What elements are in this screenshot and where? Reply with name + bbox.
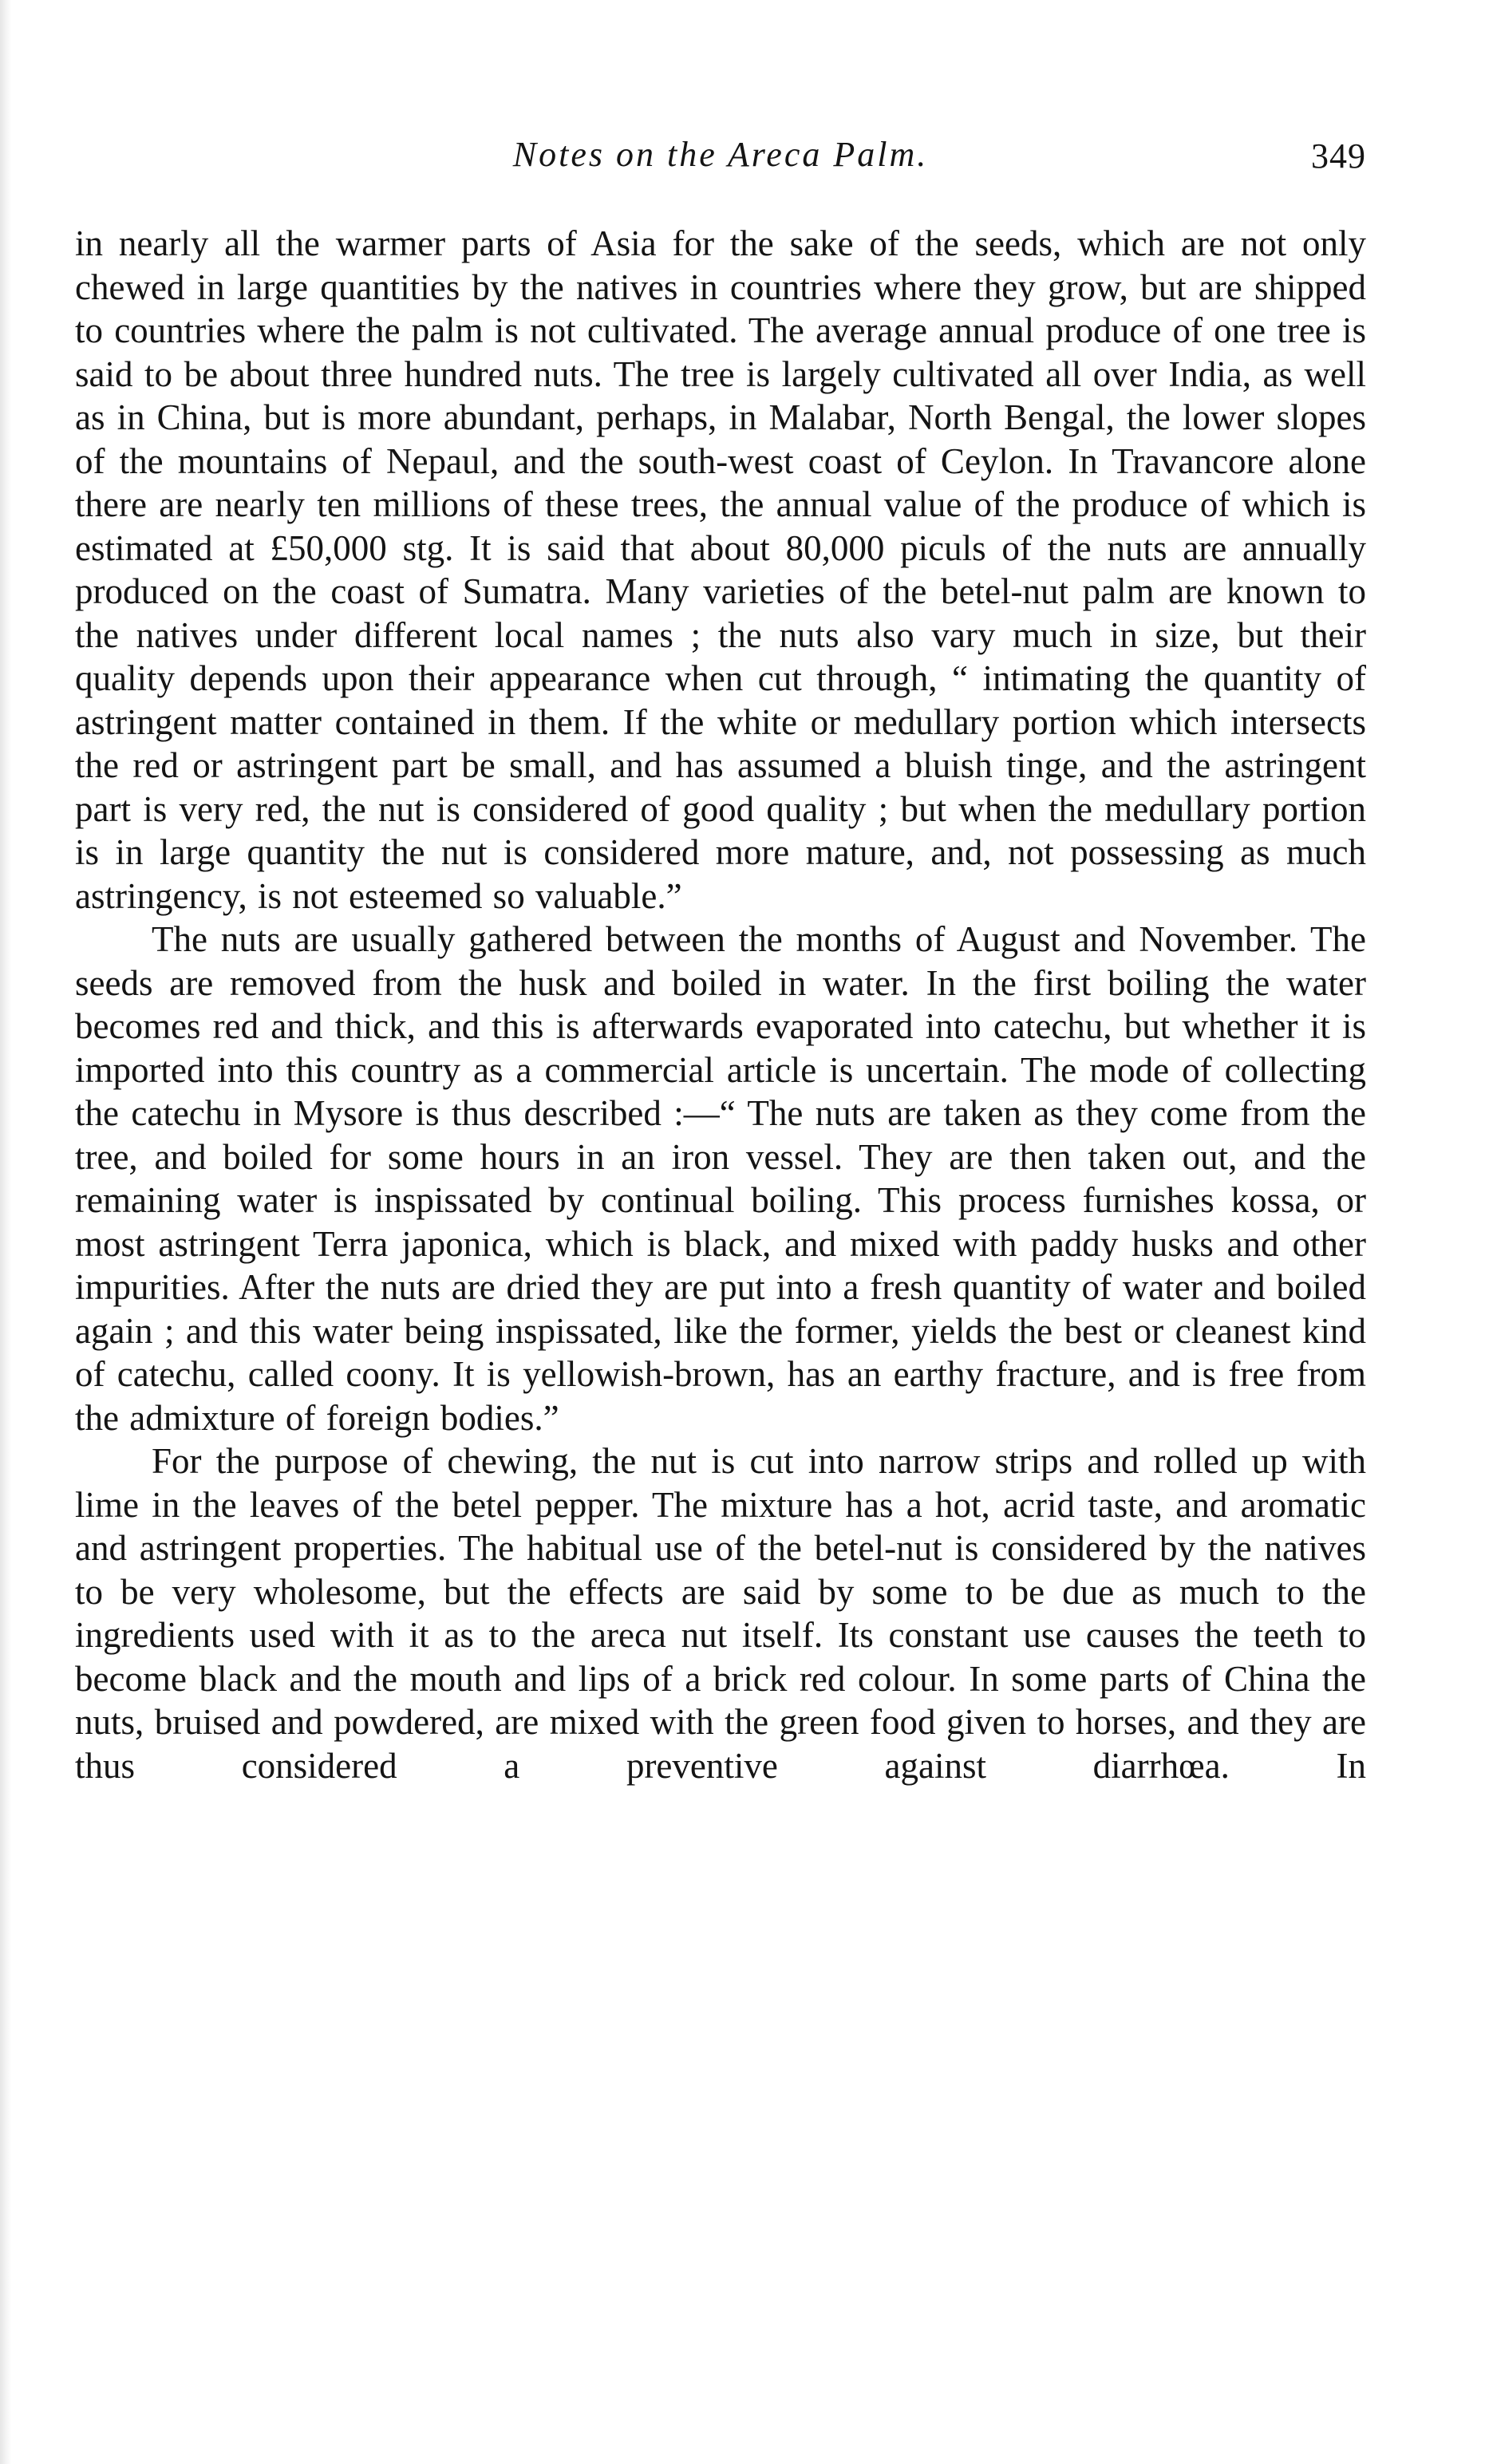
running-title: Notes on the Areca Palm. bbox=[512, 135, 929, 174]
page-spine-edge bbox=[0, 0, 11, 2464]
page-number: 349 bbox=[1311, 136, 1366, 176]
paragraph-3: For the purpose of chewing, the nut is cut into narrow strips and rolled up with lime in the leaves of the betel pepper. The mixture has a hot, acrid taste, and aromatic and astringent properties. The habitual use of the betel-nut is considered by the natives to be very wholesome, but the effects are said by some to be due as much to the ingredients used with it as to the areca nut itself. Its constant use causes the teeth to become black and the mouth and lips of a brick red colour. In some parts of China the nuts, bruised and powdered, are mixed with the green food given to horses, and they are thus considered a preventive against diarrhœa. In bbox=[75, 1441, 1366, 1786]
running-head bbox=[75, 134, 1366, 190]
body-text bbox=[75, 222, 1366, 1787]
paragraph-2: The nuts are usually gathered between the months of August and November. The seeds are removed from the husk and boiled in water. In the first boiling the water becomes red and thick, and this is afterwards evaporated into catechu, but whether it is imported into this country as a commercial article is uncertain. The mode of collecting the catechu in Mysore is thus described :—“ The nuts are taken as they come from the tree, and boiled for some hours in an iron vessel. They are then taken out, and the remaining water is inspissated by continual boiling. This process furnishes kossa, or most astringent Terra japonica, which is black, and mixed with paddy husks and other impurities. After the nuts are dried they are put into a fresh quantity of water and boiled again ; and this water being inspissated, like the former, yields the best or cleanest kind of catechu, called coony. It is yellowish-brown, has an earthy fracture, and is free from the admixture of foreign bodies.” bbox=[75, 919, 1366, 1438]
paragraph-1: in nearly all the warmer parts of Asia for the sake of the seeds, which are not only chewed in large quantities by the natives in countries where they grow, but are shipped to countries where the palm is not cultivated. The average annual produce of one tree is said to be about three hundred nuts. The tree is largely cultivated all over India, as well as in China, but is more abundant, perhaps, in Malabar, North Bengal, the lower slopes of the mountains of Nepaul, and the south-west coast of Ceylon. In Travancore alone there are nearly ten millions of these trees, the annual value of the produce of which is estimated at £50,000 stg. It is said that about 80,000 piculs of the nuts are annually produced on the coast of Sumatra. Many varieties of the betel-nut palm are known to the natives under different local names ; the nuts also vary much in size, but their quality depends upon their appearance when cut through, “ intimating the quantity of astringent matter contained in them. If the white or medullary portion which intersects the red or astringent part be small, and has assumed a bluish tinge, and the astringent part is very red, the nut is considered of good quality ; but when the medullary portion is in large quantity the nut is considered more mature, and, not possessing as much astringency, is not esteemed so valuable.” bbox=[75, 223, 1366, 916]
